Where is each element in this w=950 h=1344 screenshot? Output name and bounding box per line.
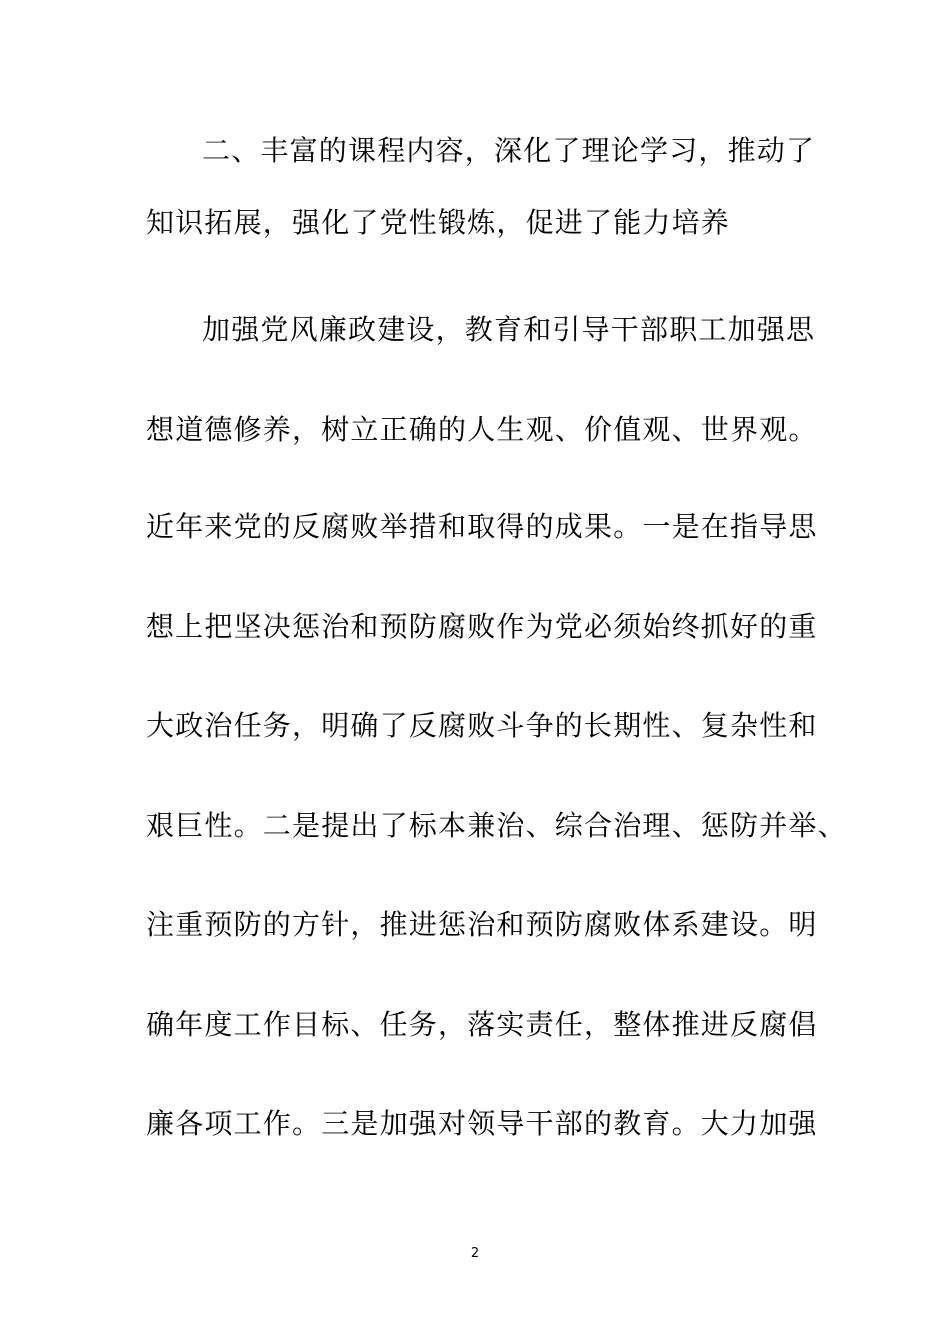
body-text-line: 确年度工作目标、任务，落实责任，整体推进反腐倡 — [146, 1008, 818, 1041]
body-text-line: 近年来党的反腐败举措和取得的成果。一是在指导思 — [146, 510, 818, 543]
page-number: 2 — [470, 1246, 480, 1261]
section-heading-line-1: 二、丰富的课程内容，深化了理论学习，推动了 — [202, 134, 816, 167]
section-heading-line-2: 知识拓展，强化了党性锻炼，促进了能力培养 — [146, 206, 731, 239]
body-text-line: 大政治任务，明确了反腐败斗争的长期性、复杂性和 — [146, 709, 818, 742]
body-text-line: 想上把坚决惩治和预防腐败作为党必须始终抓好的重 — [146, 610, 818, 643]
body-text-line: 廉各项工作。三是加强对领导干部的教育。大力加强 — [146, 1107, 818, 1140]
body-text-line: 注重预防的方针，推进惩治和预防腐败体系建设。明 — [146, 908, 818, 941]
body-text-line: 加强党风廉政建设，教育和引导干部职工加强思 — [202, 313, 816, 346]
body-text-line: 想道德修养，树立正确的人生观、价值观、世界观。 — [146, 413, 818, 446]
body-text-line: 艰巨性。二是提出了标本兼治、综合治理、惩防并举、 — [146, 809, 847, 842]
